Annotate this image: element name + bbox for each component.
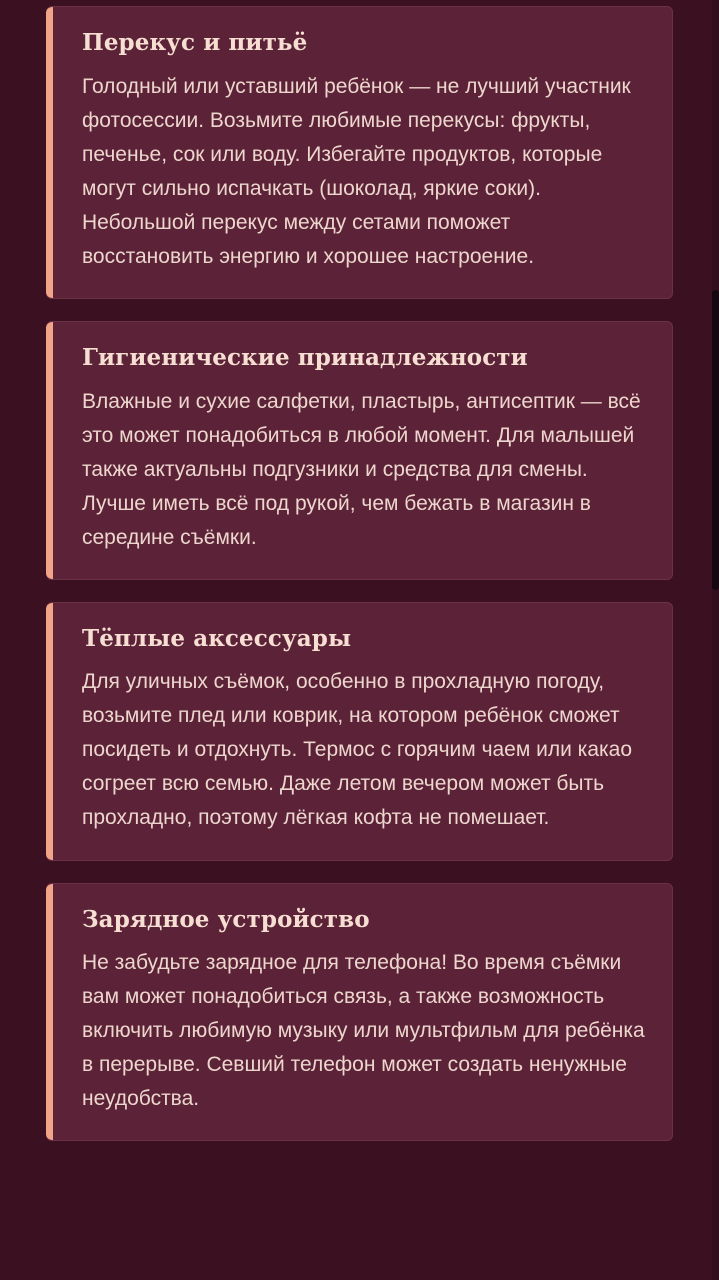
tip-card [46, 602, 673, 861]
card-body: Влажные и сухие салфетки, пластырь, антисептик — всё это может понадобиться в любой момент. Для малышей также актуальны подгузники и средства для смены. Лучше иметь всё под рукой, чем бежать в магазин в середине съёмки. [82, 389, 641, 549]
tip-card [46, 6, 673, 299]
card-body: Не забудьте зарядное для телефона! Во время съёмки вам может понадобиться связь, а также возможность включить любимую музыку или мультфильм для ребёнка в перерыве. Севший телефон может создать ненужные неудобства. [82, 951, 645, 1111]
card-title: Тёплые аксессуары [82, 624, 352, 652]
card-body: Для уличных съёмок, особенно в прохладную погоду, возьмите плед или коврик, на котором ребёнок сможет посидеть и отдохнуть. Термос с горячим чаем или какао согреет всю семью. Даже летом вечером может быть прохладно, поэтому лёгкая кофта не помешает. [82, 670, 633, 830]
tip-card [46, 883, 673, 1142]
card-title: Зарядное устройство [82, 905, 370, 933]
page-scrollbar[interactable] [712, 0, 719, 1280]
scrollbar-thumb[interactable] [712, 290, 719, 590]
accent-bar [46, 603, 53, 860]
tips-card-list [46, 6, 673, 1141]
card-body: Голодный или уставший ребёнок — не лучший участник фотосессии. Возьмите любимые перекусы: фрукты, печенье, сок или воду. Избегайте продуктов, которые могут сильно испачкать (шоколад, яркие соки). Небольшой перекус между сетами поможет восстановить энергию и хорошее настроение. [82, 74, 631, 268]
card-title: Гигиенические принадлежности [82, 343, 528, 371]
tip-card [46, 321, 673, 580]
card-title: Перекус и питьё [82, 29, 308, 56]
accent-bar [46, 322, 53, 579]
accent-bar [46, 884, 53, 1141]
accent-bar [46, 7, 53, 298]
